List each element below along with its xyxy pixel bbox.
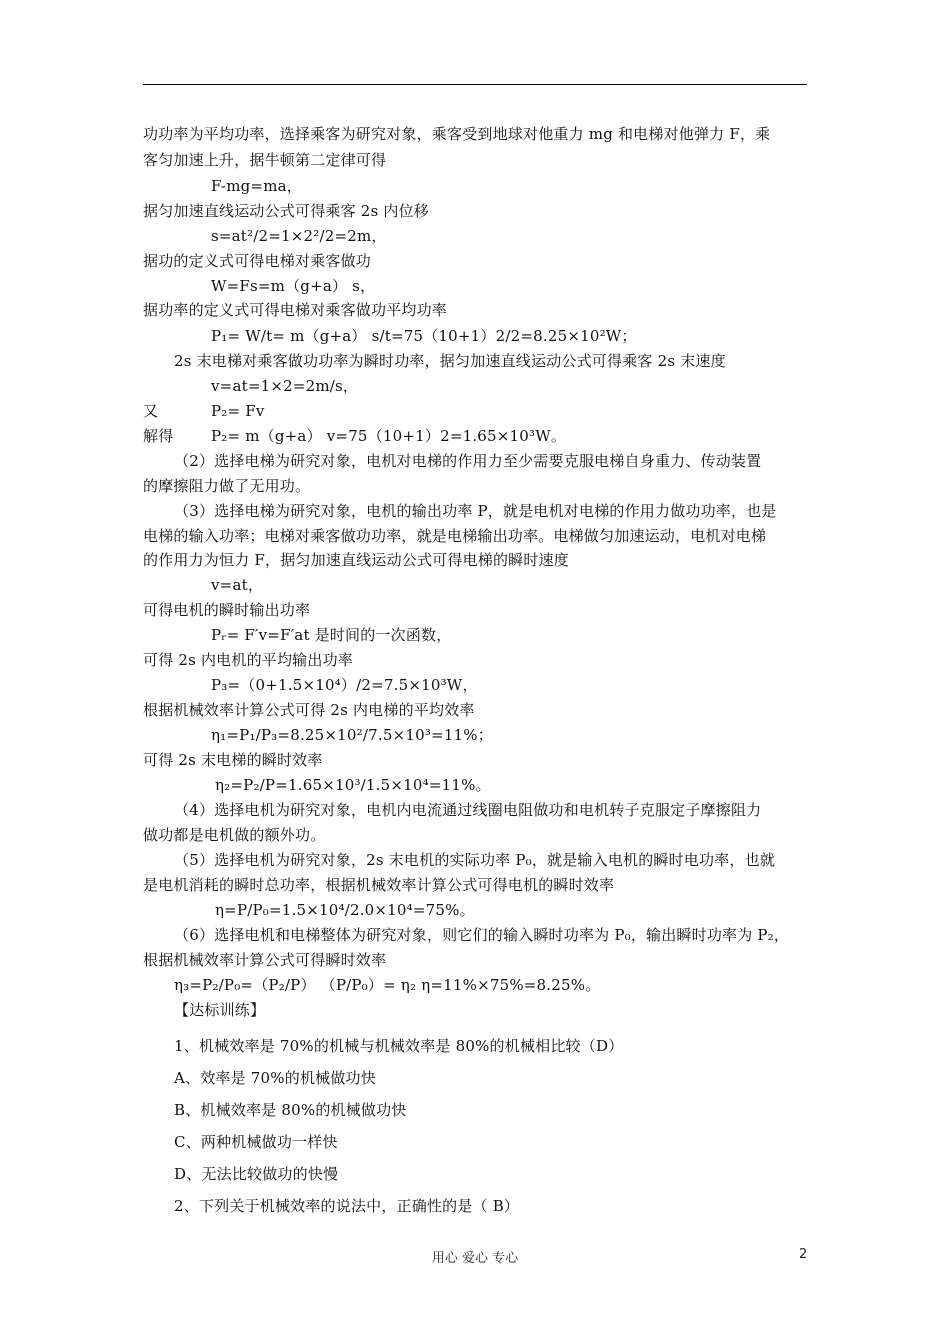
- text-line: 做功都是电机做的额外功。: [143, 826, 326, 844]
- header-rule: [143, 84, 807, 85]
- equation-line: F-mg=ma，: [211, 177, 302, 195]
- text-line: 可得 2s 末电梯的瞬时效率: [143, 751, 323, 769]
- text-line: （5）选择电机为研究对象，2s 末电机的实际功率 P₀，就是输入电机的瞬时电功率，也就: [174, 851, 776, 869]
- text-line: 功功率为平均功率，选择乘客为研究对象，乘客受到地球对他重力 mg 和电梯对他弹力 F，乘: [143, 125, 771, 143]
- text-line: 根据机械效率计算公式可得 2s 内电梯的平均效率: [143, 701, 475, 719]
- equation-line: P₁= W/t= m（g+a） s/t=75（10+1）2/2=8.25×10²W；: [211, 327, 637, 345]
- text-line: 据功的定义式可得电梯对乘客做功: [143, 252, 372, 270]
- text-line: （3）选择电梯为研究对象，电机的输出功率 P，就是电机对电梯的作用力做功功率，也是: [174, 502, 777, 520]
- equation-line: W=Fs=m（g+a） s，: [211, 277, 376, 295]
- text-line: 又: [143, 402, 159, 420]
- text-line: 解得: [143, 427, 174, 445]
- question-text: 2、下列关于机械效率的说法中，正确性的是（ B）: [174, 1197, 520, 1215]
- page-number: 2: [799, 1247, 808, 1262]
- option-text: B、机械效率是 80%的机械做功快: [174, 1101, 407, 1119]
- text-line: 的作用力为恒力 F，据匀加速直线运动公式可得电梯的瞬时速度: [143, 551, 569, 569]
- text-line: 的摩擦阻力做了无用功。: [143, 477, 311, 495]
- equation-line: P₃=（0+1.5×10⁴）/2=7.5×10³W，: [211, 676, 478, 694]
- equation-line: v=at，: [211, 576, 264, 594]
- text-line: 2s 末电梯对乘客做功功率为瞬时功率，据匀加速直线运动公式可得乘客 2s 末速度: [174, 352, 726, 370]
- equation-line: Pᵣ= F′v=F′at 是时间的一次函数，: [211, 626, 452, 644]
- text-line: （2）选择电梯为研究对象，电机对电梯的作用力至少需要克服电梯自身重力、传动装置: [174, 452, 762, 470]
- text-line: 电梯的输入功率；电梯对乘客做功功率，就是电梯输出功率。电梯做匀加速运动，电机对电梯: [143, 527, 767, 545]
- text-line: 是电机消耗的瞬时总功率，根据机械效率计算公式可得电机的瞬时效率: [143, 876, 615, 894]
- option-text: D、无法比较做功的快慢: [174, 1165, 339, 1183]
- equation-line: s=at²/2=1×2²/2=2m，: [211, 227, 387, 245]
- text-line: 可得电机的瞬时输出功率: [143, 601, 311, 619]
- section-heading: 【达标训练】: [174, 1001, 266, 1019]
- equation-line: η₃=P₂/P₀=（P₂/P） （P/P₀）= η₂ η=11%×75%=8.25%。: [174, 976, 601, 994]
- option-text: C、两种机械做功一样快: [174, 1133, 338, 1151]
- text-line: 客匀加速上升，据牛顿第二定律可得: [143, 151, 387, 169]
- equation-line: η₂=P₂/P=1.65×10³/1.5×10⁴=11%。: [215, 776, 491, 794]
- equation-line: η₁=P₁/P₃=8.25×10²/7.5×10³=11%；: [211, 726, 493, 744]
- text-line: （6）选择电机和电梯整体为研究对象，则它们的输入瞬时功率为 P₀，输出瞬时功率为 P₂，: [174, 926, 790, 944]
- text-line: 可得 2s 内电机的平均输出功率: [143, 651, 353, 669]
- option-text: A、效率是 70%的机械做功快: [174, 1069, 376, 1087]
- equation-line: P₂= m（g+a） v=75（10+1）2=1.65×10³W。: [211, 427, 567, 445]
- question-text: 1、机械效率是 70%的机械与机械效率是 80%的机械相比较（D）: [174, 1037, 624, 1055]
- equation-line: η=P/P₀=1.5×10⁴/2.0×10⁴=75%。: [215, 901, 475, 919]
- equation-line: P₂= Fv: [211, 402, 265, 420]
- equation-line: v=at=1×2=2m/s，: [211, 377, 359, 395]
- text-line: （4）选择电机为研究对象，电机内电流通过线圈电阻做功和电机转子克服定子摩擦阻力: [174, 801, 762, 819]
- text-line: 据功率的定义式可得电梯对乘客做功平均功率: [143, 301, 448, 319]
- text-line: 根据机械效率计算公式可得瞬时效率: [143, 951, 387, 969]
- page-footer: 用心 爱心 专心: [431, 1251, 519, 1266]
- text-line: 据匀加速直线运动公式可得乘客 2s 内位移: [143, 202, 429, 220]
